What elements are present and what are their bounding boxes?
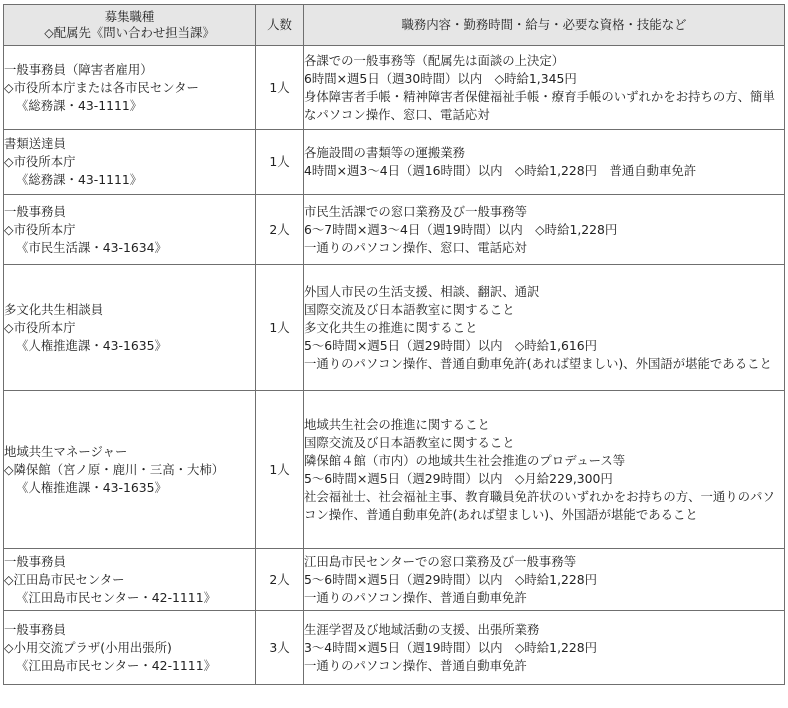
- detail-line: 多文化共生の推進に関すること: [304, 319, 478, 335]
- header-department-label: ◇配属先《問い合わせ担当課》: [44, 25, 215, 40]
- headcount: 1人: [256, 130, 304, 195]
- job-location: ◇市役所本庁: [4, 221, 76, 237]
- detail-line: 市民生活課での窓口業務及び一般事務等: [304, 203, 528, 219]
- details-cell: [304, 611, 785, 685]
- detail-line: 6時間×週5日（週30時間）以内 ◇時給1,345円: [304, 70, 577, 86]
- job-location: ◇市役所本庁: [4, 154, 76, 169]
- job-cell: [4, 46, 256, 130]
- detail-line: 隣保館４館（市内）の地域共生社会推進のプロデュース等: [304, 452, 626, 468]
- job-cell: [4, 265, 256, 391]
- details-cell: [304, 46, 785, 130]
- job-title: 一般事務員: [4, 203, 66, 219]
- job-contact: 《人権推進課・43-1635》: [16, 337, 167, 353]
- header-details: 職務内容・勤務時間・給与・必要な資格・技能など: [304, 5, 785, 46]
- job-contact: 《江田島市民センター・42-1111》: [16, 657, 216, 673]
- header-job-type-label: 募集職種: [104, 9, 155, 24]
- headcount: 3人: [256, 611, 304, 685]
- job-cell: [4, 549, 256, 611]
- headcount: 1人: [256, 46, 304, 130]
- details-cell: [304, 195, 785, 265]
- headcount: 1人: [256, 265, 304, 391]
- detail-line: 生涯学習及び地域活動の支援、出張所業務: [304, 621, 540, 637]
- details-cell: [304, 130, 785, 195]
- job-contact: 《人権推進課・43-1635》: [16, 479, 167, 495]
- job-location: ◇江田島市民センター: [4, 571, 125, 587]
- table-row: [4, 611, 785, 685]
- detail-line: 国際交流及び日本語教室に関すること: [304, 301, 515, 317]
- job-contact: 《市民生活課・43-1634》: [16, 239, 167, 255]
- details-cell: [304, 265, 785, 391]
- table-row: [4, 195, 785, 265]
- job-title: 地域共生マネージャー: [4, 443, 128, 459]
- header-row: [4, 5, 785, 46]
- details-cell: [304, 391, 785, 549]
- detail-line: 5～6時間×週5日（週29時間）以内 ◇時給1,228円: [304, 571, 598, 587]
- detail-line: 5～6時間×週5日（週29時間）以内 ◇時給1,616円: [304, 337, 598, 353]
- detail-line: 6～7時間×週3～4日（週19時間）以内 ◇時給1,228円: [304, 221, 618, 237]
- detail-line: 各課での一般事務等（配属先は面談の上決定）: [304, 52, 565, 68]
- job-cell: [4, 391, 256, 549]
- job-title: 書類送達員: [4, 136, 66, 151]
- table-row: [4, 265, 785, 391]
- details-cell: [304, 549, 785, 611]
- job-cell: [4, 611, 256, 685]
- table-row: [4, 549, 785, 611]
- detail-line: 一通りのパソコン操作、窓口、電話応対: [304, 239, 527, 255]
- detail-line: 3～4時間×週5日（週19時間）以内 ◇時給1,228円: [304, 639, 598, 655]
- job-location: ◇市役所本庁または各市民センター: [4, 79, 199, 95]
- headcount: 2人: [256, 195, 304, 265]
- job-contact: 《総務課・43-1111》: [16, 172, 143, 187]
- headcount: 1人: [256, 391, 304, 549]
- detail-line: 各施設間の書類等の運搬業務: [304, 145, 466, 160]
- job-cell: [4, 130, 256, 195]
- detail-line: 身体障害者手帳・精神障害者保健福祉手帳・療育手帳のいずれかをお持ちの方、簡単なパソコン操作、窓口、電話応対: [304, 88, 775, 122]
- detail-line: 地域共生社会の推進に関すること: [304, 416, 490, 432]
- job-title: 一般事務員: [4, 621, 66, 637]
- detail-line: 江田島市民センターでの窓口業務及び一般事務等: [304, 553, 577, 569]
- detail-line: 一通りのパソコン操作、普通自動車免許(あれば望ましい)、外国語が堪能であること: [304, 355, 772, 371]
- detail-line: 社会福祉士、社会福祉主事、教育職員免許状のいずれかをお持ちの方、一通りのパソコン操作、普通自動車免許(あれば望ましい)、外国語が堪能であること: [304, 488, 775, 522]
- detail-line: 4時間×週3～4日（週16時間）以内 ◇時給1,228円 普通自動車免許: [304, 163, 697, 178]
- job-listing-table: [3, 4, 785, 685]
- detail-line: 国際交流及び日本語教室に関すること: [304, 434, 515, 450]
- job-contact: 《江田島市民センター・42-1111》: [16, 589, 216, 605]
- job-location: ◇市役所本庁: [4, 319, 76, 335]
- job-location: ◇小用交流プラザ(小用出張所): [4, 639, 172, 655]
- job-title: 一般事務員（障害者雇用）: [4, 61, 153, 77]
- header-count: 人数: [256, 5, 304, 46]
- job-title: 一般事務員: [4, 553, 66, 569]
- job-contact: 《総務課・43-1111》: [16, 97, 143, 113]
- job-cell: [4, 195, 256, 265]
- detail-line: 一通りのパソコン操作、普通自動車免許: [304, 589, 527, 605]
- job-title: 多文化共生相談員: [4, 301, 104, 317]
- table-row: [4, 46, 785, 130]
- headcount: 2人: [256, 549, 304, 611]
- header-job-type: [4, 5, 256, 46]
- detail-line: 5～6時間×週5日（週29時間）以内 ◇月給229,300円: [304, 470, 613, 486]
- detail-line: 外国人市民の生活支援、相談、翻訳、通訳: [304, 283, 540, 299]
- detail-line: 一通りのパソコン操作、普通自動車免許: [304, 657, 527, 673]
- job-location: ◇隣保館（宮ノ原・鹿川・三高・大柿）: [4, 461, 225, 477]
- table-row: [4, 130, 785, 195]
- table-row: [4, 391, 785, 549]
